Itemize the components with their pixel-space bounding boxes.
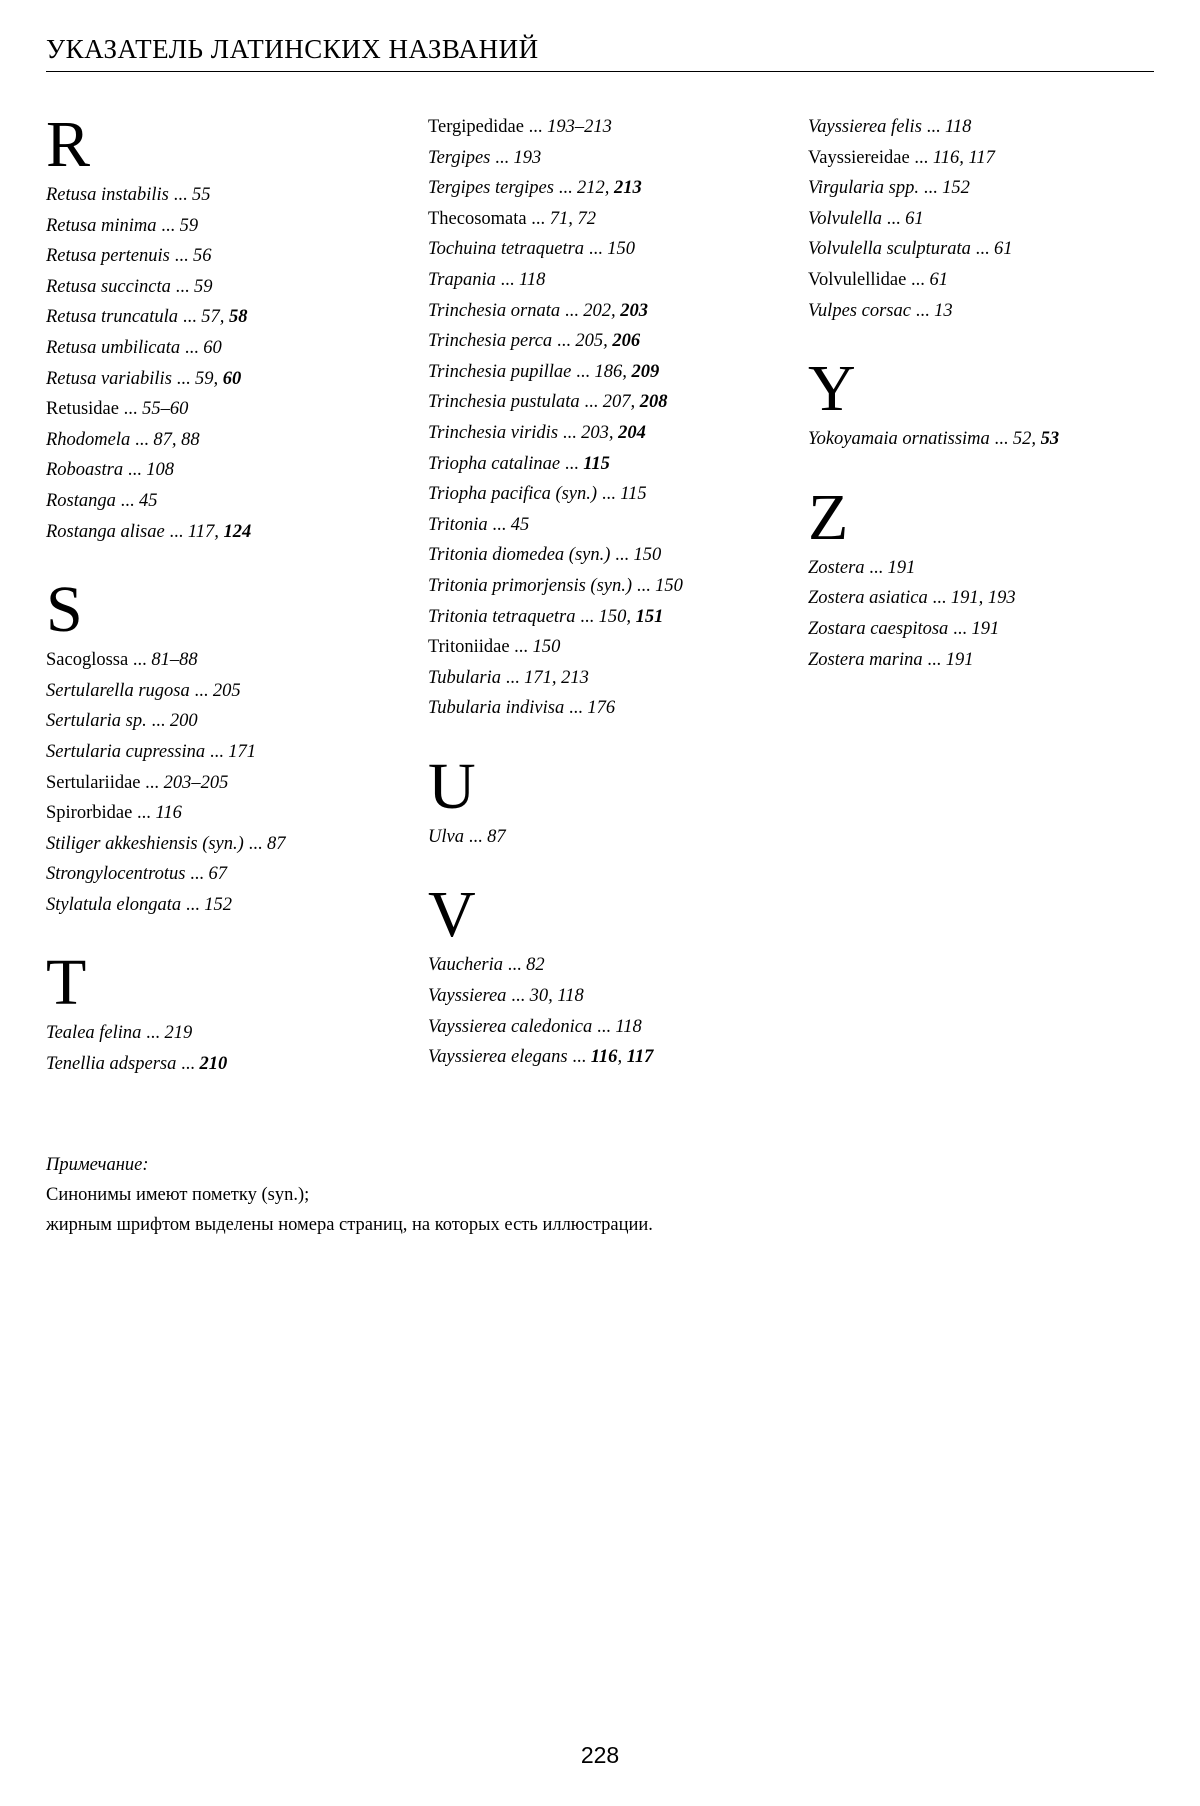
entry-name: Roboastra [46,460,123,480]
index-entry [808,553,1188,584]
entry-separator: ... [637,576,651,596]
entry-separator: ... [169,522,183,542]
entry-pages: 186, 209 [595,362,660,382]
index-entry [428,143,798,174]
entry-separator: ... [531,209,545,229]
index-column-3 [808,112,1188,705]
entry-name: Retusa umbilicata [46,338,180,358]
entry-separator: ... [175,277,189,297]
entry-name: Volvulella [808,209,882,229]
entry-separator: ... [492,515,506,535]
index-section-v [428,882,798,1072]
page-number: 228 [0,1742,1200,1769]
entry-name: Trinchesia pustulata [428,392,580,412]
entry-separator: ... [953,619,967,639]
entry-pages: 87 [267,834,286,854]
entry-name: Zostera marina [808,650,923,670]
entry-pages: 118 [945,117,971,137]
entry-pages: 193–213 [547,117,612,137]
footnote-line-synonyms: Синонимы имеют пометку (syn.); [46,1180,653,1210]
entry-separator: ... [124,399,138,419]
entry-separator: ... [597,1017,611,1037]
entry-separator: ... [514,637,528,657]
index-entry [428,418,798,449]
entry-separator: ... [557,331,571,351]
entry-pages: 191, 193 [951,588,1016,608]
index-entry [46,798,406,829]
index-column-1 [46,112,406,1110]
entry-pages: 219 [165,1023,193,1043]
entry-pages: 61 [994,239,1013,259]
index-entry [808,234,1188,265]
index-entry [46,211,406,242]
entry-name: Triopha catalinae [428,454,560,474]
entry-name: Tritonia primorjensis (syn.) [428,576,632,596]
entry-separator: ... [976,239,990,259]
entry-name: Retusa pertenuis [46,246,170,266]
index-section-u [428,754,798,853]
entry-name: Vaucheria [428,955,503,975]
entry-name: Virgularia spp. [808,178,919,198]
index-entry [428,1042,798,1073]
footnote-label: Примечание: [46,1150,653,1180]
entry-separator: ... [932,588,946,608]
entry-pages: 45 [511,515,530,535]
entry-pages: 61 [905,209,924,229]
entry-pages: 150 [607,239,635,259]
index-entry [428,602,798,633]
entry-pages: 61 [929,270,948,290]
entry-name: Triopha pacifica (syn.) [428,484,597,504]
index-entry [428,204,798,235]
entry-pages: 171, 213 [524,668,589,688]
section-letter: Z [808,485,1188,551]
entry-separator: ... [569,698,583,718]
index-entry [808,645,1188,676]
index-entry [808,424,1188,455]
entry-name: Zostera asiatica [808,588,928,608]
entry-pages: 191 [971,619,999,639]
index-entry [428,571,798,602]
index-entry [808,204,1188,235]
index-section-continued [808,112,1188,326]
entry-separator: ... [506,668,520,688]
entry-name: Trinchesia perca [428,331,552,351]
entry-separator: ... [177,369,191,389]
entry-name: Vayssiereidae [808,148,910,168]
entry-separator: ... [133,650,147,670]
entry-name: Vayssierea elegans [428,1047,568,1067]
entry-name: Tealea felina [46,1023,141,1043]
entry-pages: 203–205 [164,773,229,793]
entry-pages: 59, 60 [195,369,241,389]
entry-name: Vayssierea felis [808,117,922,137]
index-entry [428,981,798,1012]
index-entry [46,768,406,799]
entry-name: Tenellia adspersa [46,1054,176,1074]
entry-separator: ... [194,681,208,701]
entry-name: Rhodomela [46,430,130,450]
entry-separator: ... [121,491,135,511]
index-entry [428,1012,798,1043]
entry-pages: 71, 72 [550,209,596,229]
entry-name: Spirorbidae [46,803,132,823]
entry-name: Tergipes tergipes [428,178,554,198]
index-entry [428,822,798,853]
entry-pages: 202, 203 [583,301,648,321]
entry-name: Trapania [428,270,496,290]
page-title: УКАЗАТЕЛЬ ЛАТИНСКИХ НАЗВАНИЙ [46,34,1154,65]
entry-pages: 55–60 [142,399,188,419]
index-entry [428,326,798,357]
entry-separator: ... [927,117,941,137]
index-entry [46,272,406,303]
entry-separator: ... [869,558,883,578]
entry-name: Retusa succincta [46,277,171,297]
entry-name: Rostanga alisae [46,522,165,542]
index-entry [428,387,798,418]
footnote [46,1150,653,1240]
entry-separator: ... [173,185,187,205]
entry-separator: ... [511,986,525,1006]
entry-pages: 210 [200,1054,228,1074]
entry-pages: 171 [228,742,256,762]
index-section-r [46,112,406,547]
index-entry [428,693,798,724]
index-section-t [46,950,406,1079]
entry-name: Retusa minima [46,216,156,236]
entry-separator: ... [565,301,579,321]
entry-pages: 200 [170,711,198,731]
index-entry [428,510,798,541]
entry-name: Tergipedidae [428,117,524,137]
entry-pages: 150 [634,545,662,565]
entry-separator: ... [572,1047,586,1067]
entry-name: Sacoglossa [46,650,128,670]
entry-separator: ... [580,607,594,627]
index-entry [46,737,406,768]
index-entry [46,859,406,890]
index-entry [46,455,406,486]
entry-separator: ... [145,773,159,793]
index-entry [428,663,798,694]
entry-pages: 193 [514,148,542,168]
index-entry [428,632,798,663]
index-section-y [808,356,1188,455]
index-entry [46,333,406,364]
entry-separator: ... [469,827,483,847]
entry-pages: 191 [888,558,916,578]
entry-pages: 115 [620,484,646,504]
index-entry [46,364,406,395]
index-entry [808,583,1188,614]
entry-pages: 57, 58 [201,307,247,327]
entry-name: Sertularia cupressina [46,742,205,762]
index-entry [46,394,406,425]
index-entry [46,706,406,737]
index-entry [808,112,1188,143]
index-entry [428,234,798,265]
index-entry [46,302,406,333]
entry-separator: ... [602,484,616,504]
index-entry [428,112,798,143]
section-letter: R [46,112,406,178]
entry-name: Tubularia [428,668,501,688]
entry-pages: 118 [519,270,545,290]
entry-pages: 87, 88 [153,430,199,450]
entry-separator: ... [161,216,175,236]
entry-pages: 55 [192,185,211,205]
index-entry [808,296,1188,327]
section-letter: V [428,882,798,948]
entry-separator: ... [185,338,199,358]
entry-pages: 176 [587,698,615,718]
entry-pages: 205 [213,681,241,701]
index-entry [428,173,798,204]
index-entry [428,950,798,981]
entry-separator: ... [615,545,629,565]
entry-name: Yokoyamaia ornatissima [808,429,990,449]
entry-separator: ... [174,246,188,266]
index-entry [808,173,1188,204]
entry-name: Tritonia [428,515,488,535]
entry-pages: 87 [487,827,506,847]
index-section-continued [428,112,798,724]
entry-pages: 117, 124 [188,522,251,542]
index-entry [428,265,798,296]
page-header [46,34,1154,72]
entry-name: Tubularia indivisa [428,698,564,718]
entry-pages: 150, 151 [599,607,664,627]
index-entry [428,479,798,510]
section-letter: Y [808,356,1188,422]
index-entry [46,425,406,456]
index-entry [808,614,1188,645]
entry-pages: 212, 213 [577,178,642,198]
index-entry [46,517,406,548]
entry-name: Zostera [808,558,865,578]
entry-pages: 116, 117 [933,148,995,168]
index-entry [808,265,1188,296]
entry-name: Tritonia diomedea (syn.) [428,545,610,565]
entry-separator: ... [584,392,598,412]
entry-name: Vayssierea [428,986,506,1006]
entry-separator: ... [576,362,590,382]
footnote-line-bold: жирным шрифтом выделены номера страниц, на которых есть иллюстрации. [46,1210,653,1240]
entry-name: Tritonia tetraquetra [428,607,576,627]
index-entry [46,241,406,272]
entry-separator: ... [916,301,930,321]
entry-separator: ... [563,423,577,443]
entry-name: Stylatula elongata [46,895,181,915]
entry-separator: ... [210,742,224,762]
entry-pages: 152 [204,895,232,915]
entry-name: Tritoniidae [428,637,510,657]
entry-name: Ulva [428,827,464,847]
entry-pages: 115 [583,454,610,474]
section-letter: T [46,950,406,1016]
index-section-z [808,485,1188,675]
entry-pages: 45 [139,491,158,511]
entry-name: Tergipes [428,148,490,168]
entry-separator: ... [559,178,573,198]
entry-name: Volvulella sculpturata [808,239,971,259]
entry-separator: ... [248,834,262,854]
entry-separator: ... [589,239,603,259]
section-letter: U [428,754,798,820]
index-entry [428,449,798,480]
entry-separator: ... [529,117,543,137]
index-entry [428,296,798,327]
index-entry [46,645,406,676]
entry-name: Stiliger akkeshiensis (syn.) [46,834,244,854]
entry-name: Trinchesia pupillae [428,362,571,382]
entry-pages: 207, 208 [603,392,668,412]
index-entry [46,1018,406,1049]
entry-name: Sertulariidae [46,773,141,793]
entry-name: Tochuina tetraquetra [428,239,584,259]
entry-pages: 67 [209,864,228,884]
entry-pages: 59 [180,216,199,236]
entry-separator: ... [128,460,142,480]
entry-separator: ... [495,148,509,168]
entry-name: Strongylocentrotus [46,864,185,884]
entry-separator: ... [994,429,1008,449]
entry-name: Trinchesia ornata [428,301,560,321]
index-entry [46,829,406,860]
index-entry [46,1049,406,1080]
entry-pages: 52, 53 [1013,429,1059,449]
entry-name: Retusidae [46,399,119,419]
entry-pages: 60 [203,338,222,358]
entry-name: Zostara caespitosa [808,619,948,639]
entry-separator: ... [190,864,204,884]
entry-separator: ... [137,803,151,823]
index-section-s [46,577,406,920]
entry-separator: ... [181,1054,195,1074]
entry-name: Trinchesia viridis [428,423,558,443]
entry-name: Sertularella rugosa [46,681,190,701]
entry-pages: 203, 204 [581,423,646,443]
index-entry [428,357,798,388]
entry-separator: ... [151,711,165,731]
entry-pages: 150 [655,576,683,596]
entry-pages: 150 [533,637,561,657]
entry-separator: ... [924,178,938,198]
entry-name: Thecosomata [428,209,527,229]
entry-name: Sertularia sp. [46,711,147,731]
entry-separator: ... [911,270,925,290]
index-entry [428,540,798,571]
entry-pages: 205, 206 [575,331,640,351]
section-letter: S [46,577,406,643]
entry-separator: ... [146,1023,160,1043]
entry-separator: ... [508,955,522,975]
index-column-2 [428,112,798,1103]
entry-pages: 118 [615,1017,641,1037]
entry-pages: 59 [194,277,213,297]
entry-separator: ... [183,307,197,327]
entry-separator: ... [914,148,928,168]
entry-separator: ... [887,209,901,229]
entry-name: Retusa variabilis [46,369,172,389]
entry-separator: ... [500,270,514,290]
entry-name: Vulpes corsac [808,301,911,321]
entry-separator: ... [927,650,941,670]
entry-name: Vayssierea caledonica [428,1017,592,1037]
entry-separator: ... [135,430,149,450]
entry-name: Retusa truncatula [46,307,178,327]
index-entry [46,890,406,921]
entry-pages: 191 [946,650,974,670]
entry-name: Volvulellidae [808,270,906,290]
index-entry [46,486,406,517]
index-entry [46,676,406,707]
entry-separator: ... [565,454,579,474]
entry-pages: 13 [934,301,953,321]
entry-pages: 152 [942,178,970,198]
entry-pages: 56 [193,246,212,266]
entry-name: Retusa instabilis [46,185,169,205]
entry-pages: 116 [155,803,181,823]
entry-pages: 108 [146,460,174,480]
entry-name: Rostanga [46,491,116,511]
entry-pages: 30, 118 [530,986,584,1006]
index-entry [808,143,1188,174]
entry-pages: 81–88 [151,650,197,670]
entry-pages: 82 [526,955,545,975]
entry-separator: ... [186,895,200,915]
entry-pages: 116, 117 [591,1047,654,1067]
index-entry [46,180,406,211]
